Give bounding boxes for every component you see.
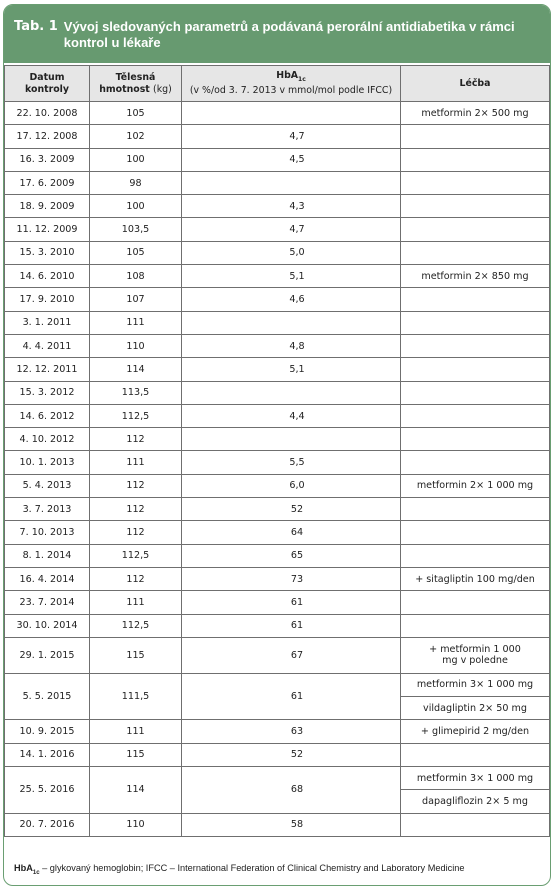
hba-cell [182,451,401,474]
col-date-label: Datum kontroly [25,72,69,95]
date-cell [5,241,90,264]
date-cell-value: 23. 7. 2014 [19,596,75,608]
weight-cell [90,404,182,427]
weight-cell-value: 112 [126,526,145,538]
date-cell-value: 16. 3. 2009 [19,154,75,166]
weight-cell [90,591,182,614]
weight-cell [90,125,182,148]
hba-cell-value: 5,0 [289,247,305,259]
date-cell-value: 20. 7. 2016 [19,819,75,831]
date-cell-value: 25. 5. 2016 [19,784,75,796]
col-hba-unit: (v %/od 3. 7. 2013 v mmol/mol podle IFCC) [189,85,393,97]
treatment-cell [401,125,550,148]
hba-cell [182,265,401,288]
hba-cell [182,171,401,194]
date-cell [5,358,90,381]
weight-cell-value: 105 [126,107,145,119]
table-row [5,311,550,334]
date-cell [5,637,90,673]
table-row [5,381,550,404]
date-cell-value: 15. 3. 2010 [19,247,75,259]
date-cell-value: 4. 10. 2012 [19,433,75,445]
weight-cell-value: 112,5 [121,410,150,422]
col-hba [182,66,401,102]
weight-cell-value: 112 [126,503,145,515]
hba-cell-value: 52 [290,749,304,761]
hba-cell-value: 64 [290,526,304,538]
date-cell [5,591,90,614]
hba-cell [182,358,401,381]
date-cell [5,404,90,427]
hba-cell [182,311,401,334]
date-cell [5,544,90,567]
date-cell-value: 3. 1. 2011 [22,317,72,329]
hba-cell-value: 68 [290,784,304,796]
date-cell [5,195,90,218]
hba-cell [182,813,401,836]
date-cell-value: 11. 12. 2009 [16,224,78,236]
hba-cell [182,102,401,125]
hba-cell [182,288,401,311]
date-cell-value: 12. 12. 2011 [16,363,78,375]
date-cell [5,381,90,404]
date-cell-value: 16. 4. 2014 [19,573,75,585]
date-cell-value: 14. 1. 2016 [19,749,75,761]
treatment-cell [401,697,550,720]
table-row [5,334,550,357]
date-cell-value: 22. 10. 2008 [16,107,78,119]
date-cell-value: 5. 4. 2013 [22,480,72,492]
date-cell [5,218,90,241]
table-row [5,591,550,614]
treatment-cell-value: metformin 3× 1 000 mg [416,679,534,691]
weight-cell-value: 114 [126,363,145,375]
weight-cell-value: 112,5 [121,550,150,562]
hba-cell-value: 4,7 [289,130,305,142]
table-caption: Vývoj sledovaných parametrů a podávaná perorální antidiabetika v rámci kontrol u lékaře [63,19,515,50]
hba-cell [182,591,401,614]
col-date [5,66,90,102]
weight-cell [90,265,182,288]
weight-cell-value: 115 [126,749,145,761]
table-row [5,451,550,474]
treatment-cell [401,102,550,125]
weight-cell [90,241,182,264]
date-cell [5,171,90,194]
hba-cell-value: 4,6 [289,294,305,306]
treatment-cell [401,790,550,813]
weight-cell [90,743,182,766]
data-table [4,65,550,837]
table-row [5,218,550,241]
treatment-cell [401,813,550,836]
weight-cell [90,311,182,334]
table-row [5,404,550,427]
treatment-cell [401,404,550,427]
weight-cell-value: 113,5 [121,387,150,399]
hba-cell-value: 61 [290,596,304,608]
table-row [5,720,550,743]
weight-cell-value: 114 [126,784,145,796]
treatment-cell [401,195,550,218]
treatment-cell [401,451,550,474]
date-cell [5,125,90,148]
date-cell-value: 17. 9. 2010 [19,294,75,306]
hba-cell-value: 63 [290,726,304,738]
weight-cell-value: 111,5 [121,691,150,703]
date-cell-value: 14. 6. 2012 [19,410,75,422]
footnote-abbr: HbA [14,863,33,873]
weight-cell-value: 112 [126,573,145,585]
treatment-cell-value: + metformin 1 000 mg v poledne [429,644,521,667]
table-row [5,637,550,673]
date-cell [5,428,90,451]
treatment-cell [401,474,550,497]
treatment-cell-value: dapagliflozin 2× 5 mg [422,795,528,807]
table-row [5,241,550,264]
hba-cell [182,673,401,720]
hba-cell [182,614,401,637]
col-hba-label: HbA [276,70,299,82]
col-treatment [401,66,550,102]
date-cell [5,334,90,357]
table-row [5,614,550,637]
date-cell-value: 29. 1. 2015 [19,649,75,661]
weight-cell-value: 110 [126,340,145,352]
weight-cell-value: 98 [129,177,142,189]
col-treatment-label: Léčba [459,77,491,89]
table-row [5,195,550,218]
treatment-cell [401,241,550,264]
footnote [14,863,464,876]
table-row [5,265,550,288]
weight-cell [90,720,182,743]
date-cell [5,567,90,590]
header-row [5,66,550,102]
table-row [5,171,550,194]
col-weight [90,66,182,102]
weight-cell-value: 110 [126,819,145,831]
weight-cell [90,358,182,381]
date-cell [5,288,90,311]
hba-cell-value: 67 [290,649,304,661]
weight-cell [90,171,182,194]
hba-cell [182,544,401,567]
weight-cell [90,381,182,404]
date-cell [5,743,90,766]
weight-cell [90,451,182,474]
hba-cell [182,195,401,218]
weight-cell-value: 111 [126,317,145,329]
table-row [5,288,550,311]
weight-cell [90,474,182,497]
hba-cell-value: 4,7 [289,224,305,236]
weight-cell-value: 115 [126,649,145,661]
hba-cell [182,474,401,497]
table-row [5,743,550,766]
hba-cell [182,125,401,148]
date-cell-value: 10. 1. 2013 [19,457,75,469]
treatment-cell [401,544,550,567]
date-cell-value: 17. 12. 2008 [16,130,78,142]
footnote-text: – glykovaný hemoglobin; IFCC – International Federation of Clinical Chemistry and Laboratory Medicine [39,863,465,873]
date-cell [5,148,90,171]
hba-cell-value: 58 [290,819,304,831]
hba-cell-value: 61 [290,691,304,703]
col-hba-sub: 1c [298,75,306,83]
col-weight-label-2: hmotnost [99,83,150,95]
hba-cell-value: 4,3 [289,200,305,212]
table-row [5,544,550,567]
weight-cell [90,637,182,673]
date-cell-value: 10. 9. 2015 [19,726,75,738]
col-weight-unit: (kg) [153,83,172,95]
weight-cell-value: 107 [126,294,145,306]
weight-cell-value: 111 [126,457,145,469]
treatment-cell [401,381,550,404]
hba-cell-value: 4,4 [289,410,305,422]
weight-cell-value: 112 [126,480,145,492]
weight-cell-value: 100 [126,154,145,166]
table-body [5,102,550,837]
table-row [5,148,550,171]
date-cell [5,311,90,334]
hba-cell [182,428,401,451]
date-cell [5,614,90,637]
table-row [5,567,550,590]
table-header [4,5,550,63]
hba-cell [182,521,401,544]
treatment-cell-value: metformin 2× 1 000 mg [416,480,534,492]
date-cell-value: 15. 3. 2012 [19,387,75,399]
date-cell-value: 18. 9. 2009 [19,200,75,212]
table-card [3,4,551,886]
weight-cell [90,567,182,590]
weight-cell-value: 102 [126,130,145,142]
hba-cell [182,404,401,427]
weight-cell [90,148,182,171]
hba-cell-value: 4,8 [289,340,305,352]
table-row [5,673,550,696]
treatment-cell [401,171,550,194]
footnote-abbr-sub: 1c [32,869,40,876]
weight-cell-value: 105 [126,247,145,259]
date-cell-value: 3. 7. 2013 [22,503,72,515]
date-cell-value: 5. 5. 2015 [22,691,72,703]
treatment-cell [401,358,550,381]
date-cell [5,521,90,544]
date-cell-value: 8. 1. 2014 [22,550,72,562]
hba-cell [182,498,401,521]
weight-cell [90,614,182,637]
hba-cell [182,148,401,171]
hba-cell [182,241,401,264]
weight-cell [90,521,182,544]
weight-cell-value: 111 [126,596,145,608]
treatment-cell-value: metformin 3× 1 000 mg [416,772,534,784]
table-row [5,474,550,497]
weight-cell-value: 103,5 [121,224,150,236]
hba-cell [182,767,401,814]
hba-cell-value: 5,1 [289,270,305,282]
date-cell [5,102,90,125]
date-cell-value: 17. 6. 2009 [19,177,75,189]
treatment-cell-value: vildagliptin 2× 50 mg [423,702,527,714]
weight-cell-value: 111 [126,726,145,738]
table-row [5,102,550,125]
treatment-cell-value: metformin 2× 850 mg [421,270,529,282]
treatment-cell [401,334,550,357]
treatment-cell [401,428,550,451]
weight-cell [90,102,182,125]
treatment-cell-value: metformin 2× 500 mg [421,107,529,119]
table-row [5,521,550,544]
treatment-cell [401,614,550,637]
weight-cell-value: 100 [126,200,145,212]
treatment-cell [401,743,550,766]
treatment-cell [401,148,550,171]
hba-cell-value: 61 [290,620,304,632]
treatment-cell [401,288,550,311]
table-row [5,813,550,836]
date-cell-value: 4. 4. 2011 [22,340,72,352]
hba-cell-value: 5,1 [289,363,305,375]
col-weight-label: Tělesná [115,72,156,83]
table-row [5,498,550,521]
weight-cell [90,195,182,218]
treatment-cell-value: + sitagliptin 100 mg/den [415,573,535,585]
weight-cell-value: 112,5 [121,620,150,632]
treatment-cell [401,218,550,241]
weight-cell [90,498,182,521]
hba-cell-value: 73 [290,573,304,585]
table-row [5,428,550,451]
weight-cell-value: 108 [126,270,145,282]
hba-cell [182,334,401,357]
treatment-cell [401,311,550,334]
hba-cell [182,637,401,673]
hba-cell [182,218,401,241]
weight-cell-value: 112 [126,433,145,445]
date-cell [5,498,90,521]
hba-cell [182,567,401,590]
treatment-cell [401,591,550,614]
date-cell [5,813,90,836]
hba-cell [182,381,401,404]
treatment-cell [401,673,550,696]
treatment-cell [401,498,550,521]
treatment-cell-value: + glimepirid 2 mg/den [420,726,530,738]
table-number: Tab. 1 [14,19,58,34]
table-row [5,358,550,381]
weight-cell [90,813,182,836]
hba-cell-value: 6,0 [289,480,305,492]
treatment-cell [401,567,550,590]
hba-cell-value: 4,5 [289,154,305,166]
treatment-cell [401,521,550,544]
date-cell [5,767,90,814]
date-cell-value: 14. 6. 2010 [19,270,75,282]
hba-cell-value: 52 [290,503,304,515]
date-cell [5,451,90,474]
hba-cell [182,743,401,766]
date-cell-value: 7. 10. 2013 [19,526,75,538]
weight-cell [90,673,182,720]
weight-cell [90,218,182,241]
table-row [5,125,550,148]
date-cell [5,265,90,288]
treatment-cell [401,720,550,743]
treatment-cell [401,767,550,790]
date-cell [5,720,90,743]
treatment-cell [401,637,550,673]
weight-cell [90,544,182,567]
hba-cell-value: 5,5 [289,457,305,469]
date-cell [5,474,90,497]
hba-cell-value: 65 [290,550,304,562]
date-cell-value: 30. 10. 2014 [16,620,78,632]
weight-cell [90,334,182,357]
date-cell [5,673,90,720]
table-row [5,767,550,790]
hba-cell [182,720,401,743]
weight-cell [90,288,182,311]
weight-cell [90,428,182,451]
weight-cell [90,767,182,814]
treatment-cell [401,265,550,288]
